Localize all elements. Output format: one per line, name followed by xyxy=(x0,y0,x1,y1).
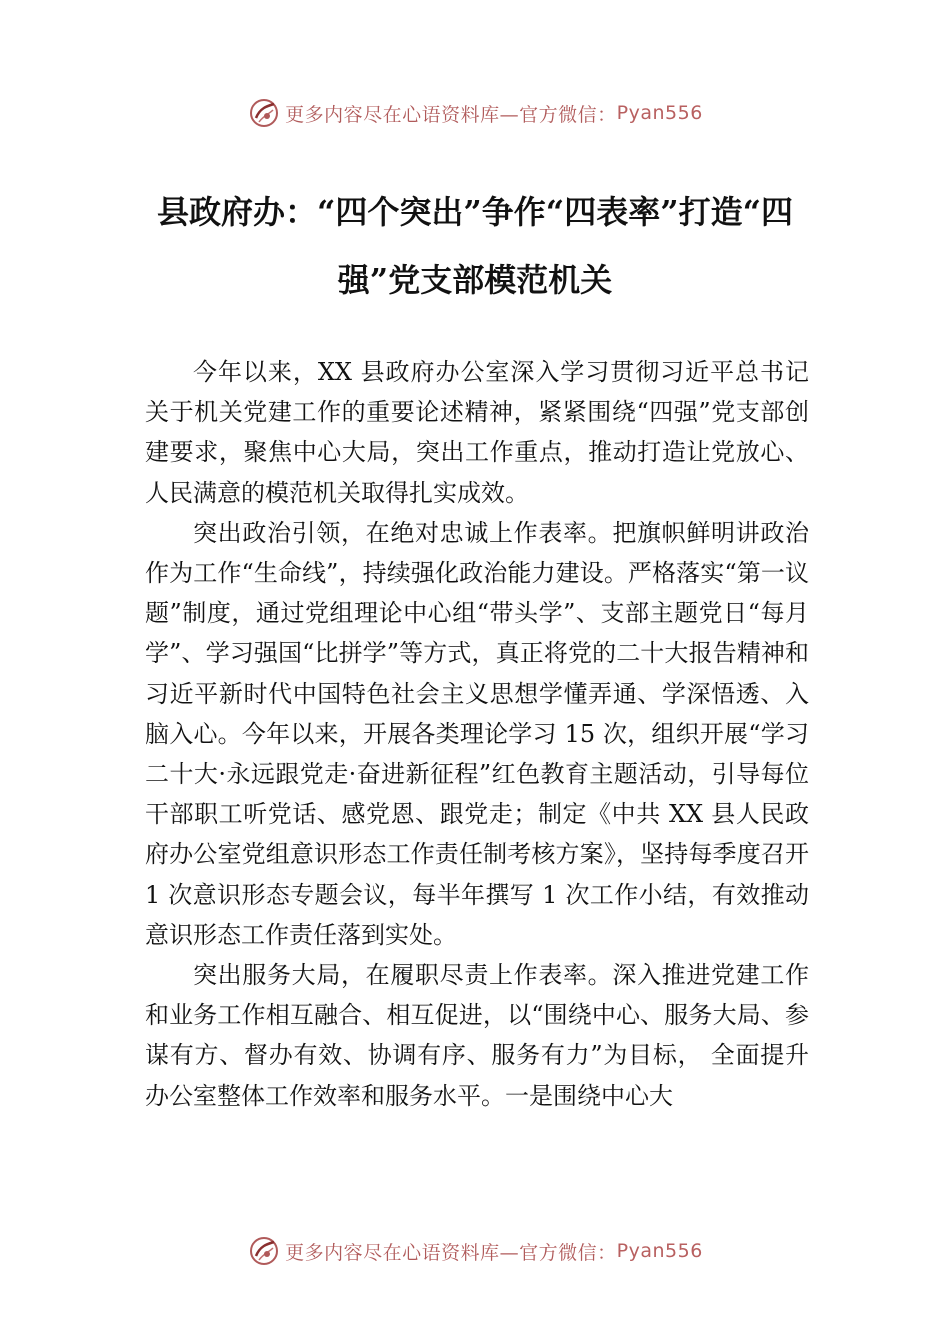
watermark-header xyxy=(0,96,950,130)
watermark-text: 更多内容尽在心语资料库—官方微信： xyxy=(285,103,617,126)
watermark-wechat-id: Pyan556 xyxy=(616,102,703,124)
paragraph-serving-overall: 突出服务大局，在履职尽责上作表率。深入推进党建工作和业务工作相互融合、相互促进，以“围绕中心、服务大局、参谋有方、督办有效、协调有序、服务有力”为目标， 全面提升办公室整体工作效率和服务水平。一是围绕中心大 xyxy=(145,961,809,1110)
paragraph-political-leadership: 突出政治引领，在绝对忠诚上作表率。把旗帜鲜明讲政治作为工作“生命线”，持续强化政治能力建设。严格落实“第一议题”制度，通过党组理论中心组“带头学”、支部主题党日“每月学”、学习强国“比拼学”等方式，真正将党的二十大报告精神和习近平新时代中国特色社会主义思想学懂弄通、学深悟透、入脑入心。今年以来，开展各类理论学习 15 次，组织开展“学习二十大·永远跟党走·奋进新征程”红色教育主题活动，引导每位干部职工听党话、感党恩、跟党走；制定《中共 XX 县人民政府办公室党组意识形态工作责任制考核方案》，坚持每季度召开 1 次意识形态专题会议，每半年撰写 1 次工作小结，有效推动意识形态工作责任落到实处。 xyxy=(145,518,809,949)
watermark-wechat-id: Pyan556 xyxy=(616,1240,703,1262)
document-body xyxy=(145,352,809,1116)
watermark-text: 更多内容尽在心语资料库—官方微信： xyxy=(285,1241,617,1264)
watermark-logo-icon xyxy=(247,1234,281,1268)
document-title: 县政府办：“四个突出”争作“四表率”打造“四强”党支部模范机关 xyxy=(156,193,794,299)
paragraph-intro: 今年以来，XX 县政府办公室深入学习贯彻习近平总书记关于机关党建工作的重要论述精神，紧紧围绕“四强”党支部创建要求，聚焦中心大局，突出工作重点，推动打造让党放心、人民满意的模范机关取得扎实成效。 xyxy=(145,358,809,507)
watermark-logo-icon xyxy=(247,96,281,130)
watermark-footer xyxy=(0,1234,950,1268)
